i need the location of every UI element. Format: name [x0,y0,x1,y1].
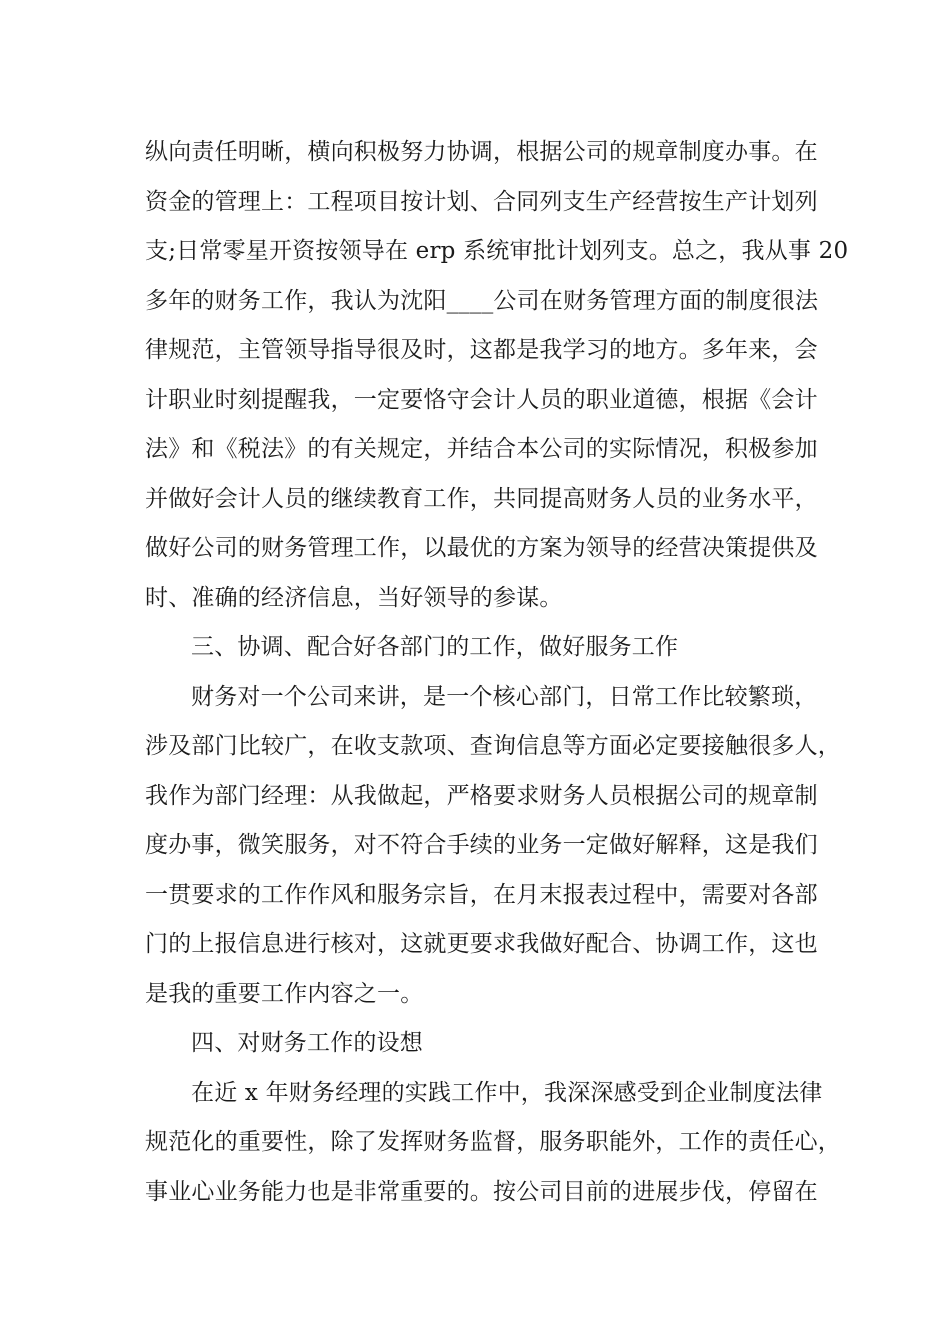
text-line: 度办事，微笑服务，对不符合手续的业务一定做好解释，这是我们 [145,832,818,858]
text-line: 一贯要求的工作作风和服务宗旨，在月末报表过程中，需要对各部 [145,881,818,908]
paragraph-start: 财务对一个公司来讲，是一个核心部门，日常工作比较繁琐， [191,683,818,710]
text-line: 事业心业务能力也是非常重要的。按公司目前的进展步伐，停留在 [145,1178,818,1205]
section-heading-4: 四、对财务工作的设想 [191,1030,423,1056]
text-line: 计职业时刻提醒我，一定要恪守会计人员的职业道德，根据《会计 [145,386,818,413]
paragraph-start: 在近 x 年财务经理的实践工作中，我深深感受到企业制度法律 [191,1079,823,1106]
document-body [145,128,849,1217]
text-line: 并做好会计人员的继续教育工作，共同提高财务人员的业务水平， [145,485,818,512]
text-line: 法》和《税法》的有关规定，并结合本公司的实际情况，积极参加 [145,436,818,462]
text-line: 门的上报信息进行核对，这就更要求我做好配合、协调工作，这也 [145,931,818,957]
text-line: 资金的管理上：工程项目按计划、合同列支生产经营按生产计划列 [145,188,818,215]
section-heading-3: 三、协调、配合好各部门的工作，做好服务工作 [191,634,679,660]
text-line: 多年的财务工作，我认为沈阳____公司在财务管理方面的制度很法 [145,287,819,314]
text-line: 我作为部门经理：从我做起，严格要求财务人员根据公司的规章制 [145,782,818,809]
text-line: 纵向责任明晰，横向积极努力协调，根据公司的规章制度办事。在 [145,139,818,165]
text-line: 律规范，主管领导指导很及时，这都是我学习的地方。多年来，会 [145,337,818,363]
text-line: 时、准确的经济信息，当好领导的参谋。 [145,584,563,611]
text-line: 涉及部门比较广，在收支款项、查询信息等方面必定要接触很多人， [145,733,841,759]
text-line: 做好公司的财务管理工作，以最优的方案为领导的经营决策提供及 [145,535,818,561]
text-line: 支;日常零星开资按领导在 erp 系统审批计划列支。总之，我从事 20 [145,238,849,264]
text-line: 规范化的重要性，除了发挥财务监督，服务职能外，工作的责任心， [145,1129,841,1155]
text-line: 是我的重要工作内容之一。 [145,980,424,1007]
